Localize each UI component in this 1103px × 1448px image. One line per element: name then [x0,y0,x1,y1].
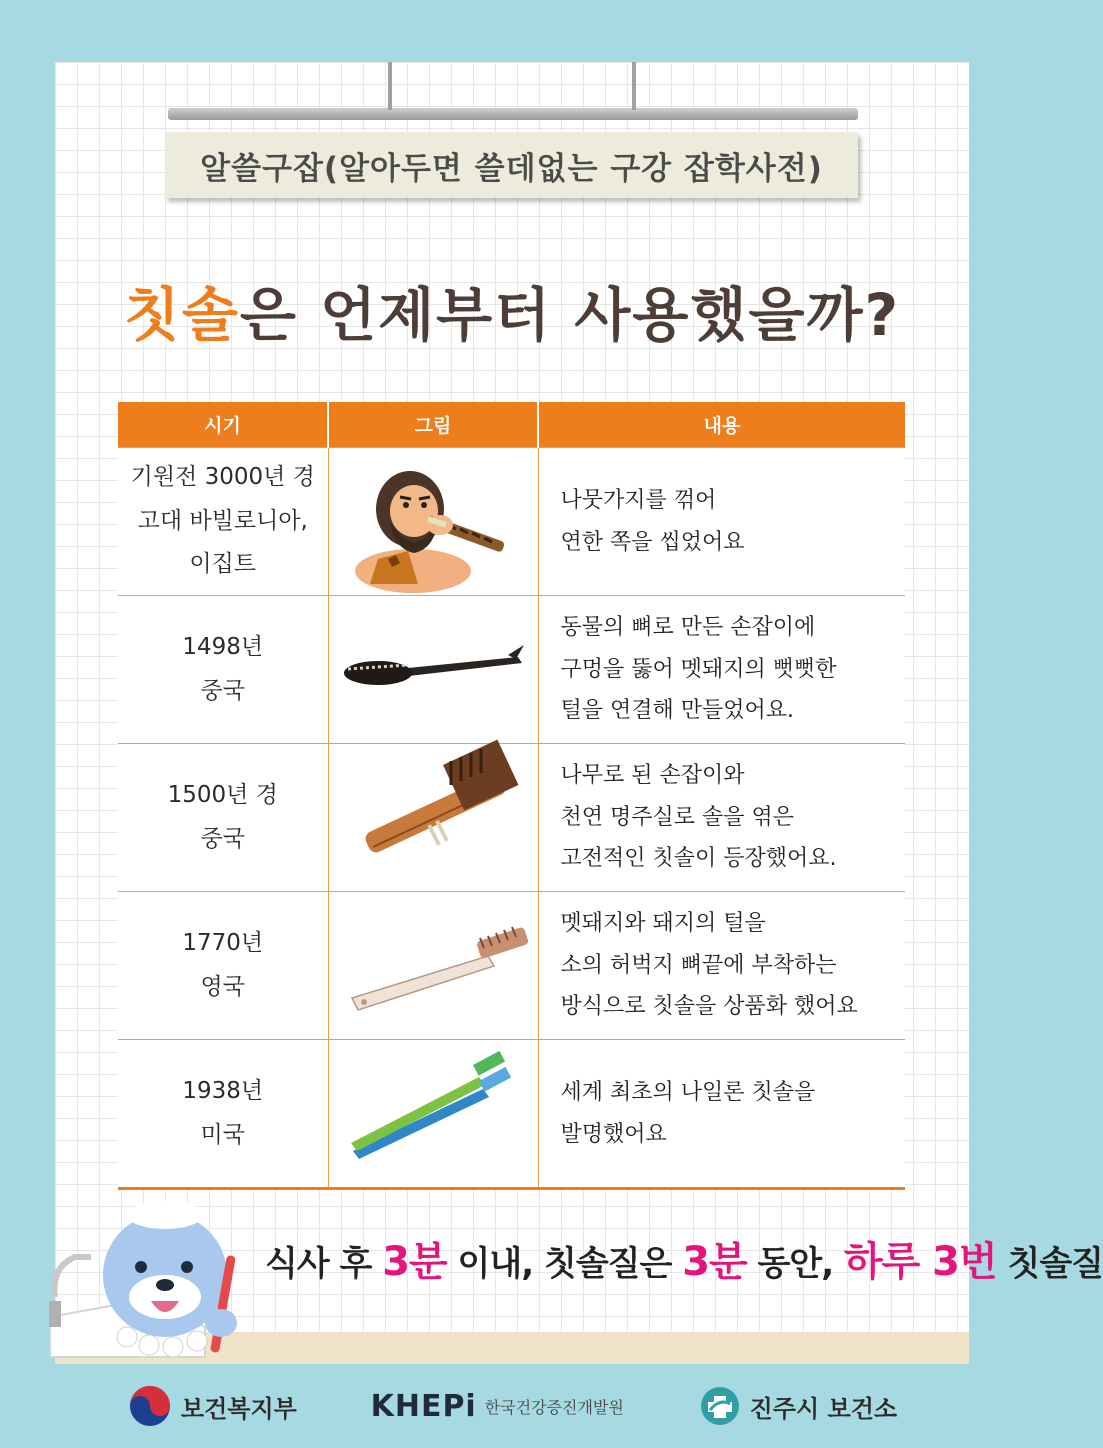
period-line: 중국 [200,677,245,704]
health-center-name: 진주시 보건소 [749,1394,898,1423]
period-line: 1938년 [182,1077,264,1104]
slogan-highlight: 3분 [682,1239,747,1285]
slogan-text: 칫솔질 [996,1244,1103,1284]
slogan-highlight: 3분 [382,1239,447,1285]
content-line: 소의 허벅지 뼈끝에 부착하는 [560,952,837,978]
content-line: 나무로 된 손잡이와 [560,762,745,788]
bone-toothbrush-icon [338,916,528,1016]
wooden-brush-icon [343,755,523,880]
content-cell [538,1040,905,1189]
hanging-string-left [388,62,392,110]
title-rest: 은 언제부터 사용했을까? [239,281,901,349]
khepi-name: 한국건강증진개발원 [484,1397,624,1417]
content-line: 발명했어요 [560,1121,667,1147]
header-period: 시기 [118,402,328,448]
table-row [118,596,905,744]
period-line: 1500년 경 [167,781,278,808]
content-line: 세계 최초의 나일론 칫솔을 [560,1079,816,1105]
slogan-text: 식사 후 [265,1244,383,1284]
header-image: 그림 [328,402,538,448]
period-line: 고대 바빌로니아, [137,507,308,534]
bone-handle-brush-icon [338,635,528,705]
nylon-toothbrushes-icon [343,1059,523,1169]
content-line: 고전적인 칫솔이 등장했어요. [560,846,837,872]
content-cell [538,892,905,1040]
period-cell [118,744,328,892]
page-title [55,268,969,352]
table-row [118,448,905,596]
period-line: 영국 [200,973,245,1000]
period-cell [118,1040,328,1189]
content-line: 연한 쪽을 씹었어요 [560,529,745,555]
otter-mascot-icon [55,1197,285,1367]
content-line: 구멍을 뚫어 멧돼지의 뻣뻣한 [560,656,837,682]
khepi-mark: KHEPi [370,1388,477,1424]
poster-paper [55,62,1103,1364]
series-sign: 알쓸구잡(알아두면 쓸데없는 구강 잡학사전) [165,132,858,198]
image-cell [328,448,538,596]
image-cell [328,596,538,744]
content-line: 멧돼지와 돼지의 털을 [560,910,766,936]
ministry-name: 보건복지부 [180,1394,297,1423]
toothbrush-history-table [118,402,905,1190]
content-line: 나뭇가지를 꺾어 [560,487,717,513]
image-cell [328,892,538,1040]
content-cell [538,596,905,744]
health-center-icon [698,1384,742,1428]
period-cell [118,596,328,744]
image-cell [328,1040,538,1189]
brushing-slogan [265,1230,1103,1287]
ministry-logo [127,1383,297,1429]
content-line: 천연 명주실로 솔을 엮은 [560,804,795,830]
content-line: 동물의 뼈로 만든 손잡이에 [560,614,816,640]
hanging-string-right [632,62,636,110]
hanging-rod [168,108,858,120]
table-header-row [118,402,905,448]
content-line: 방식으로 칫솔을 상품화 했어요 [560,994,858,1020]
footer-logos [0,1364,1024,1448]
content-line: 털을 연결해 만들었어요. [560,698,795,724]
health-center-logo [698,1384,897,1428]
taegeuk-icon [127,1383,173,1429]
content-cell [538,744,905,892]
title-accent: 칫솔 [123,281,240,349]
table-row [118,744,905,892]
period-line: 이집트 [189,551,257,578]
table-row [118,892,905,1040]
image-cell [328,744,538,892]
slogan-highlight: 하루 3번 [843,1239,997,1285]
table-row [118,1040,905,1189]
period-cell [118,448,328,596]
slogan-text: 동안, [746,1244,844,1284]
period-line: 1770년 [182,929,264,956]
period-cell [118,892,328,1040]
content-cell [538,448,905,596]
header-content: 내용 [538,402,905,448]
period-line: 중국 [200,825,245,852]
slogan-text: 이내, 칫솔질은 [446,1244,683,1284]
period-line: 1498년 [182,633,264,660]
khepi-logo [371,1389,624,1424]
caveman-chewing-stick-icon [348,459,518,584]
period-line: 기원전 3000년 경 [130,463,315,490]
period-line: 미국 [200,1121,245,1148]
